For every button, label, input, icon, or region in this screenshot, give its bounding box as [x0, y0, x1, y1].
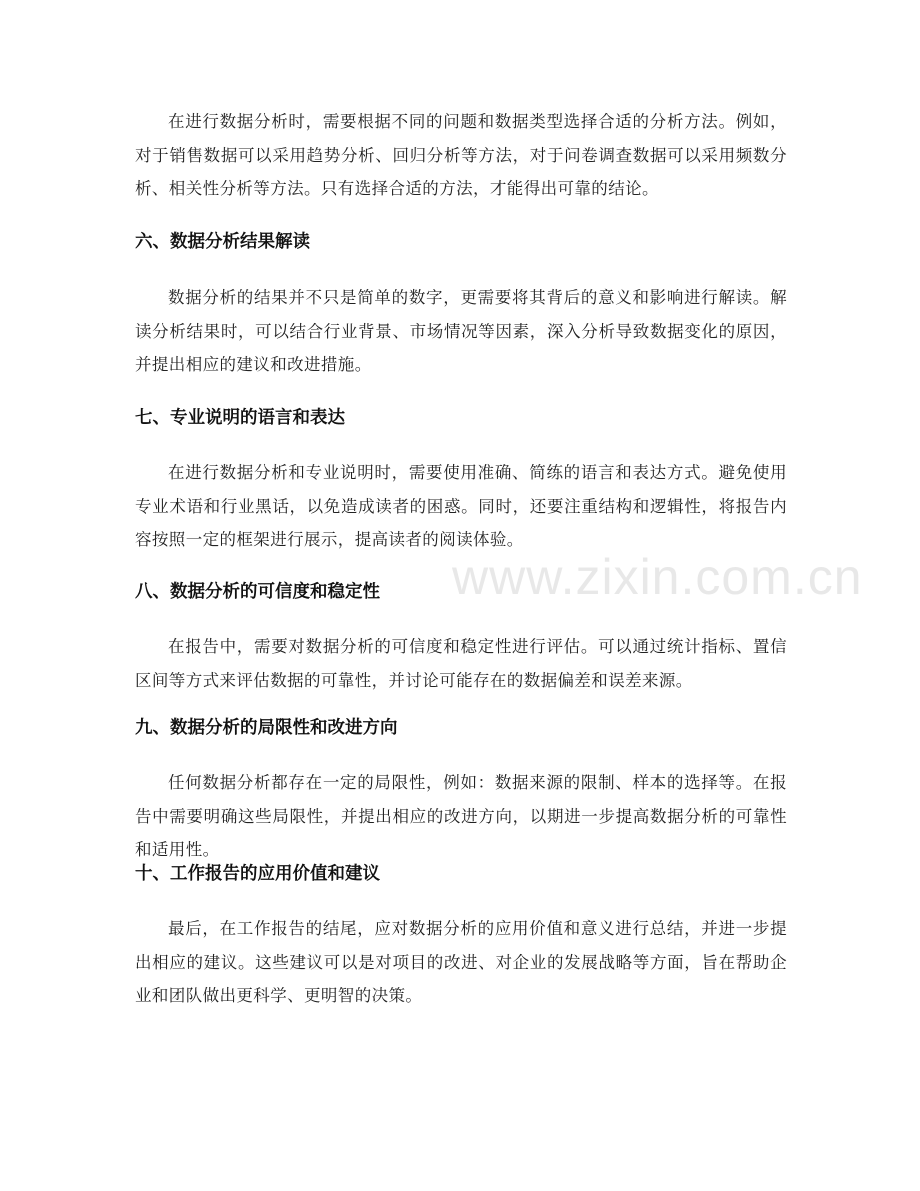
section-6-heading: 六、数据分析结果解读 — [135, 232, 310, 252]
section-6-paragraph: 数据分析的结果并不只是简单的数字，更需要将其背后的意义和影响进行解读。解读分析结果时，可以结合行业背景、市场情况等因素，深入分析导致数据变化的原因，并提出相应的建议和改进措施。 — [135, 288, 787, 374]
section-9-heading: 九、数据分析的局限性和改进方向 — [135, 718, 398, 738]
watermark-text: www.zixin.com.cn — [452, 549, 863, 605]
section-7-heading: 七、专业说明的语言和表达 — [135, 408, 345, 428]
section-10-paragraph: 最后，在工作报告的结尾，应对数据分析的应用价值和意义进行总结，并进一步提出相应的建议。这些建议可以是对项目的改进、对企业的发展战略等方面，旨在帮助企业和团队做出更科学、更明智的决策。 — [135, 919, 787, 1005]
intro-paragraph: 在进行数据分析时，需要根据不同的问题和数据类型选择合适的分析方法。例如，对于销售数据可以采用趋势分析、回归分析等方法，对于问卷调查数据可以采用频数分析、相关性分析等方法。只有选择合适的方法，才能得出可靠的结论。 — [135, 112, 787, 198]
section-9-paragraph: 任何数据分析都存在一定的局限性，例如：数据来源的限制、样本的选择等。在报告中需要明确这些局限性，并提出相应的改进方向，以期进一步提高数据分析的可靠性和适用性。 — [135, 773, 787, 859]
section-8-heading: 八、数据分析的可信度和稳定性 — [135, 582, 380, 602]
section-7-paragraph: 在进行数据分析和专业说明时，需要使用准确、简练的语言和表达方式。避免使用专业术语和行业黑话，以免造成读者的困惑。同时，还要注重结构和逻辑性，将报告内容按照一定的框架进行展示，提高读者的阅读体验。 — [135, 463, 787, 549]
section-8-paragraph: 在报告中，需要对数据分析的可信度和稳定性进行评估。可以通过统计指标、置信区间等方式来评估数据的可靠性，并讨论可能存在的数据偏差和误差来源。 — [135, 637, 787, 690]
section-10-heading: 十、工作报告的应用价值和建议 — [135, 864, 380, 884]
